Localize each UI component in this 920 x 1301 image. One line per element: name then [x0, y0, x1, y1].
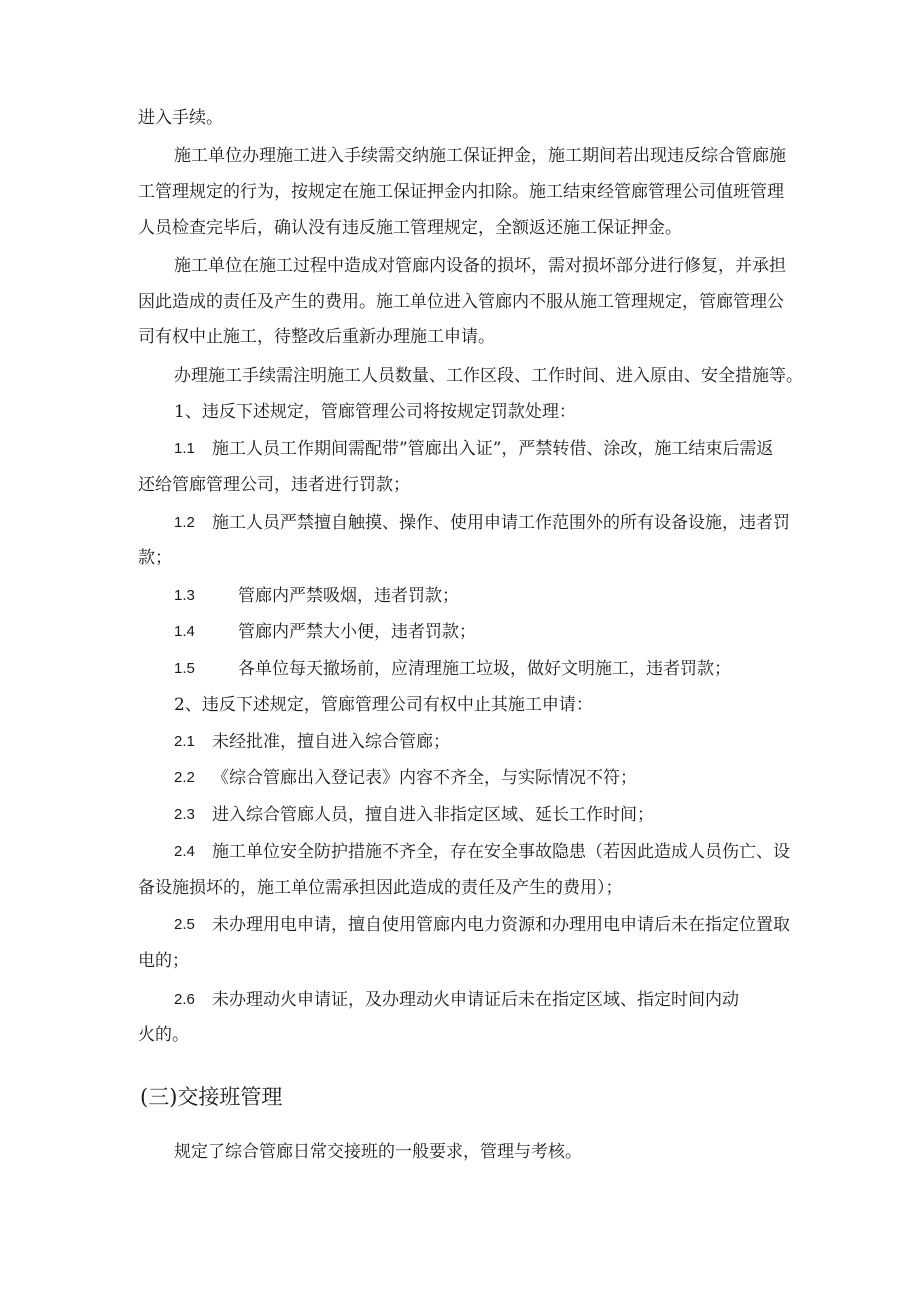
section-heading: (三)交接班管理	[140, 1085, 283, 1109]
paragraph-line: 施工单位在施工过程中造成对管廊内设备的损坏，需对损坏部分进行修复，并承担	[174, 256, 786, 276]
section-title: 2、违反下述规定，管廊管理公司有权中止其施工申请：	[174, 695, 593, 715]
item-text: 管廊内严禁大小便，违者罚款；	[238, 622, 476, 642]
item-number: 1.4	[174, 623, 195, 640]
item-number: 2.5	[174, 916, 195, 933]
item-number: 1.3	[174, 587, 195, 604]
item-number: 1.2	[174, 514, 195, 531]
paragraph-line: 人员检查完毕后，确认没有违反施工管理规定，全额返还施工保证押金。	[138, 218, 682, 238]
item-text: 进入综合管廊人员，擅自进入非指定区域、延长工作时间；	[212, 805, 654, 825]
item-text: 施工单位安全防护措施不齐全，存在安全事故隐患（若因此造成人员伤亡、设	[212, 842, 790, 862]
item-text: 电的；	[138, 951, 189, 971]
item-text: 《综合管廊出入登记表》内容不齐全，与实际情况不符；	[212, 768, 637, 788]
paragraph-line: 工管理规定的行为，按规定在施工保证押金内扣除。施工结束经管廊管理公司值班管理	[138, 182, 784, 202]
item-text: 款；	[138, 548, 172, 568]
item-number: 2.4	[174, 843, 195, 860]
item-text: 管廊内严禁吸烟，违者罚款；	[238, 586, 459, 606]
item-number: 2.1	[174, 733, 195, 750]
paragraph-line: 施工单位办理施工进入手续需交纳施工保证押金，施工期间若出现违反综合管廊施	[174, 146, 786, 166]
item-number: 2.6	[174, 991, 195, 1008]
item-text: 未办理用电申请，擅自使用管廊内电力资源和办理用电申请后未在指定位置取	[212, 915, 790, 935]
item-text: 施工人员工作期间需配带”管廊出入证”，严禁转借、涂改，施工结束后需返	[212, 439, 774, 459]
item-text: 未办理动火申请证，及办理动火申请证后未在指定区域、指定时间内动	[212, 990, 739, 1010]
paragraph-line: 办理施工手续需注明施工人员数量、工作区段、工作时间、进入原由、安全措施等。	[174, 366, 803, 386]
item-number: 2.3	[174, 806, 195, 823]
item-text: 备设施损坏的，施工单位需承担因此造成的责任及产生的费用）；	[138, 878, 623, 898]
item-number: 2.2	[174, 769, 195, 786]
paragraph-line: 进入手续。	[138, 108, 223, 128]
item-number: 1.1	[174, 440, 195, 457]
item-text: 还给管廊管理公司，违者进行罚款；	[138, 475, 410, 495]
paragraph-line: 因此造成的责任及产生的费用。施工单位进入管廊内不服从施工管理规定，管廊管理公	[138, 292, 784, 312]
item-text: 各单位每天撤场前，应清理施工垃圾，做好文明施工，违者罚款；	[238, 659, 731, 679]
paragraph-line: 规定了综合管廊日常交接班的一般要求，管理与考核。	[174, 1142, 582, 1162]
item-text: 火的。	[138, 1025, 189, 1045]
item-number: 1.5	[174, 660, 195, 677]
item-text: 施工人员严禁擅自触摸、操作、使用申请工作范围外的所有设备设施，违者罚	[212, 513, 790, 533]
paragraph-line: 司有权中止施工，待整改后重新办理施工申请。	[138, 327, 495, 347]
section-title: 1、违反下述规定，管廊管理公司将按规定罚款处理：	[174, 402, 576, 422]
item-text: 未经批准，擅自进入综合管廊；	[212, 732, 450, 752]
